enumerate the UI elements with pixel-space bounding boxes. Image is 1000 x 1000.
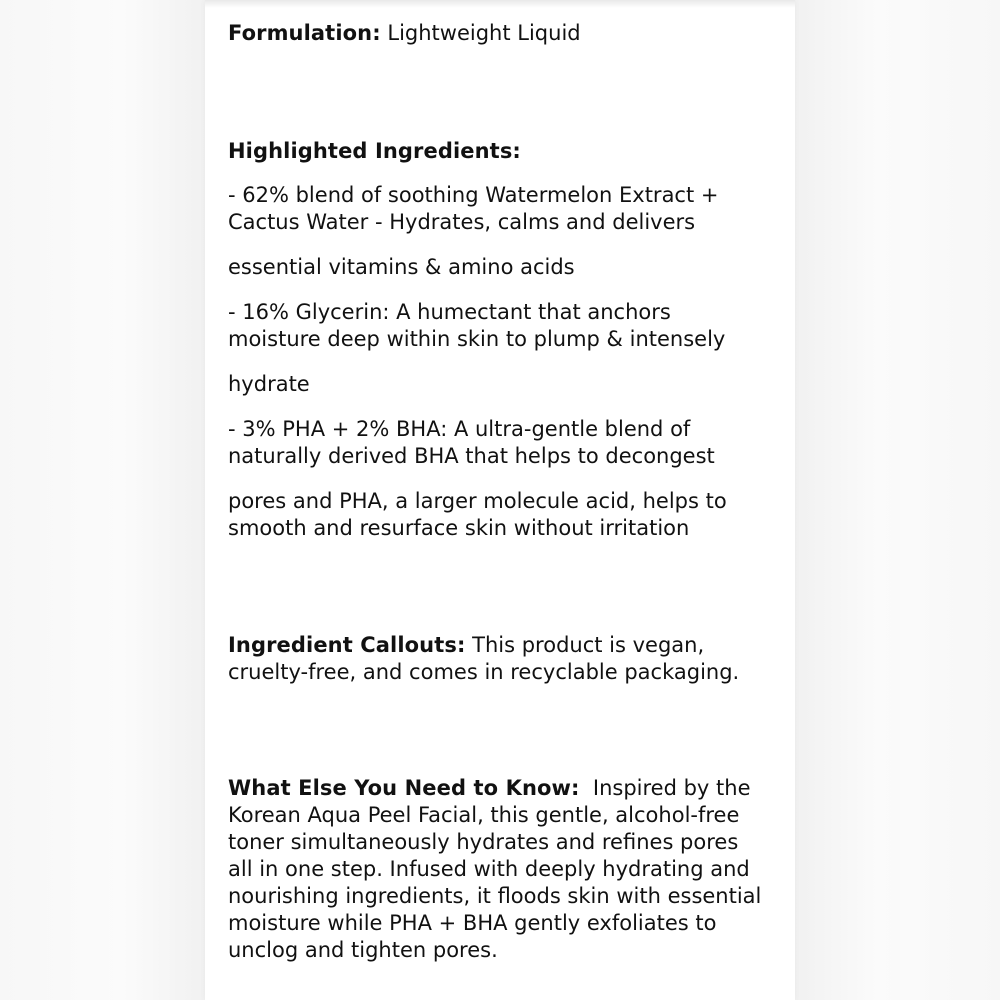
panel-top-edge (205, 0, 795, 8)
formulation-value: Lightweight Liquid (380, 21, 581, 45)
what-else-line: nourishing ingredients, it floods skin with essential (228, 884, 762, 908)
ingredient-line: pores and PHA, a larger molecule acid, helps to (228, 489, 727, 513)
ingredient-callouts-text-line-2: cruelty-free, and comes in recyclable packaging. (228, 660, 740, 684)
ingredient-callouts-text: This product is vegan, (465, 633, 705, 657)
ingredient-item-glycerin (228, 299, 783, 353)
what-else-label: What Else You Need to Know: (228, 776, 580, 800)
ingredient-callouts-section (228, 632, 783, 686)
ingredient-item-pha-bha (228, 416, 783, 470)
ingredient-item-watermelon (228, 182, 783, 236)
ingredient-line: Cactus Water - Hydrates, calms and delivers (228, 210, 696, 234)
formulation-section (228, 20, 783, 47)
ingredient-line: smooth and resurface skin without irritation (228, 516, 690, 540)
ingredient-line: naturally derived BHA that helps to decongest (228, 444, 715, 468)
ingredient-line: - 16% Glycerin: A humectant that anchors (228, 300, 671, 324)
product-details-panel (205, 0, 795, 1000)
ingredient-line: essential vitamins & amino acids (228, 255, 575, 279)
highlighted-ingredients-heading (228, 138, 783, 165)
background-left (0, 0, 205, 1000)
ingredient-item-watermelon-continuation (228, 254, 783, 281)
what-else-section (228, 775, 783, 964)
highlighted-ingredients-label: Highlighted Ingredients: (228, 139, 521, 163)
what-else-line: moisture while PHA + BHA gently exfoliates to (228, 911, 717, 935)
ingredient-item-glycerin-continuation (228, 371, 783, 398)
ingredient-line: hydrate (228, 372, 310, 396)
ingredient-line: - 3% PHA + 2% BHA: A ultra-gentle blend of (228, 417, 691, 441)
ingredient-item-pha-bha-continuation (228, 488, 783, 542)
what-else-line: Korean Aqua Peel Facial, this gentle, alcohol-free (228, 803, 740, 827)
what-else-text: Inspired by the (579, 776, 751, 800)
what-else-line: toner simultaneously hydrates and refines pores (228, 830, 739, 854)
ingredient-line: - 62% blend of soothing Watermelon Extract + (228, 183, 719, 207)
formulation-label: Formulation: (228, 21, 381, 45)
ingredient-callouts-label: Ingredient Callouts: (228, 633, 466, 657)
what-else-line: all in one step. Infused with deeply hydrating and (228, 857, 750, 881)
what-else-line: unclog and tighten pores. (228, 938, 498, 962)
background-right (795, 0, 1000, 1000)
ingredient-line: moisture deep within skin to plump & intensely (228, 327, 726, 351)
